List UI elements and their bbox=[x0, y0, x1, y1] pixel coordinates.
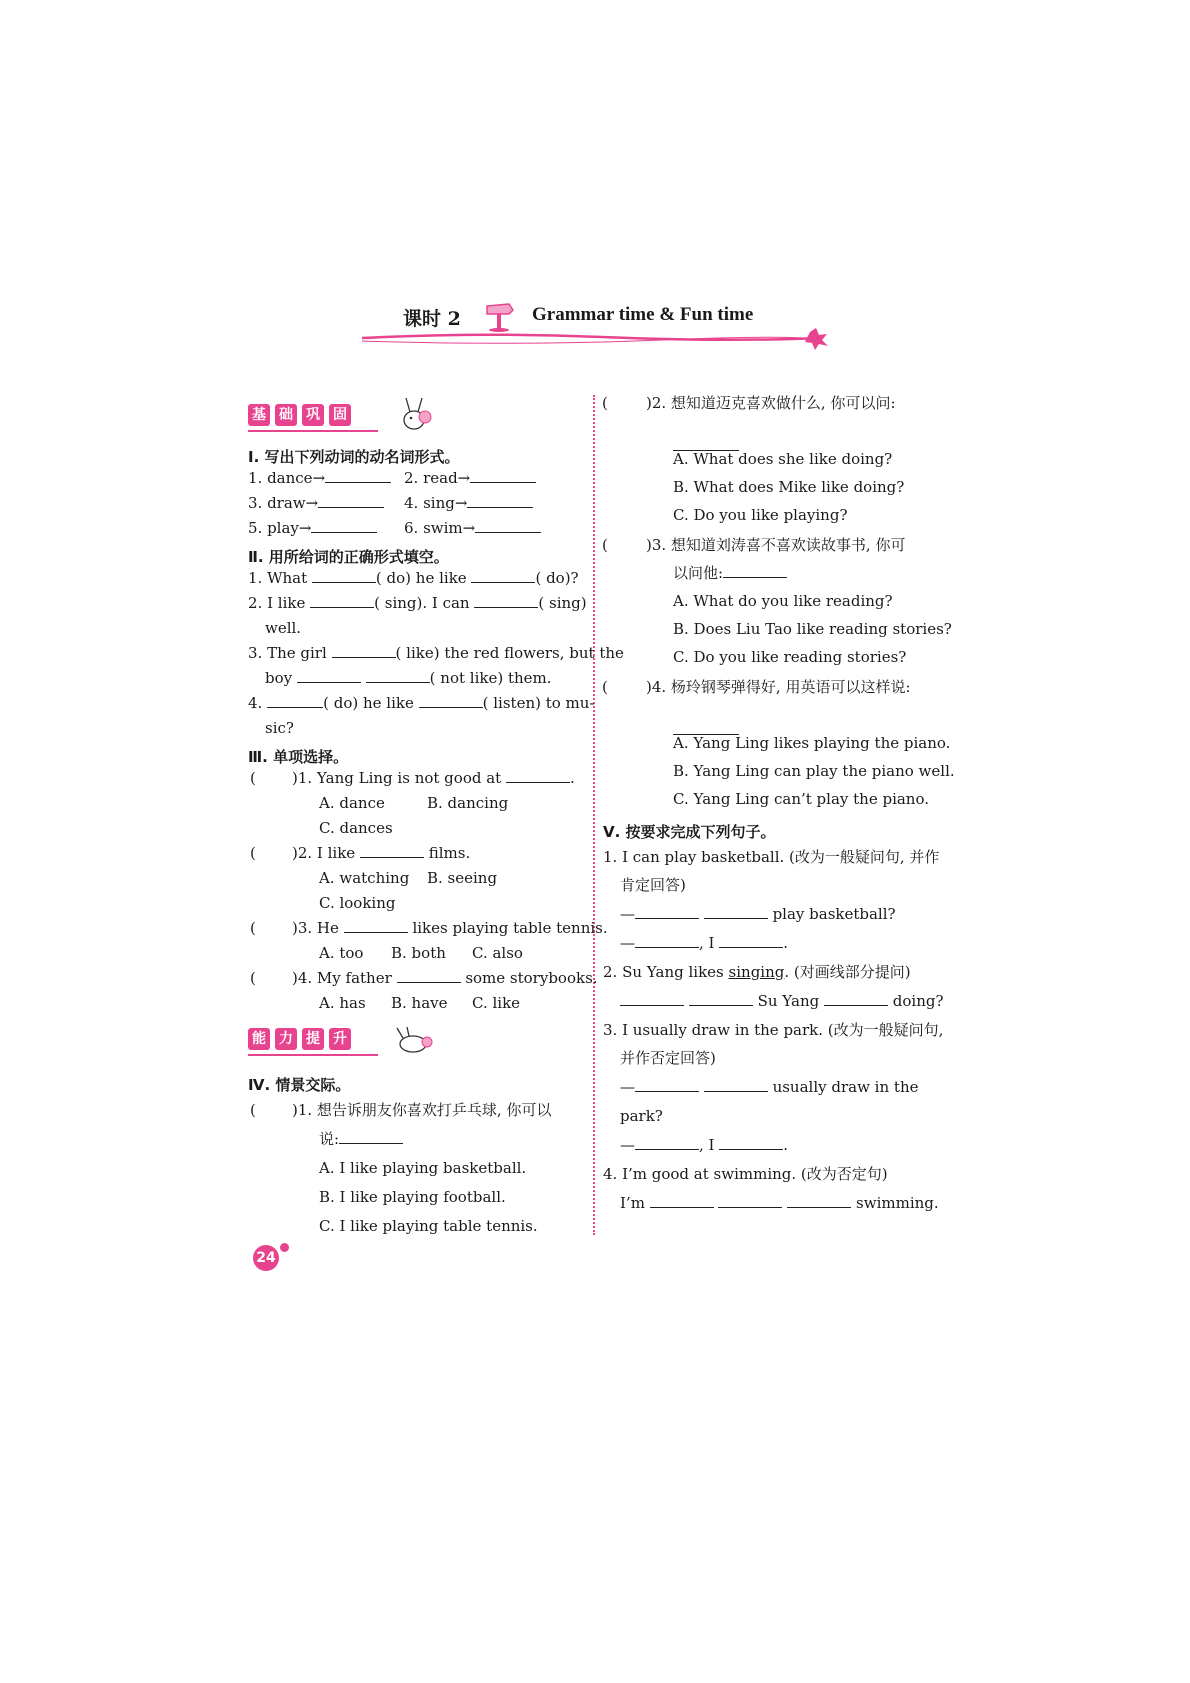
part2-heading: Ⅱ. 用所给词的正确形式填空。 bbox=[248, 548, 449, 566]
option: C. like bbox=[472, 994, 521, 1012]
option: C. looking bbox=[319, 894, 396, 912]
option: A. I like playing basketball. bbox=[319, 1159, 527, 1177]
part2-question: 3. The girl ( like) the red flowers, but the bbox=[248, 644, 624, 662]
option: B. Does Liu Tao like reading stories? bbox=[673, 620, 952, 638]
part1-item: 5. play→ bbox=[248, 521, 377, 536]
part5-question-cont: 肯定回答) bbox=[620, 876, 686, 894]
option: B. What does Mike like doing? bbox=[673, 478, 905, 496]
answer-bracket: ( bbox=[250, 769, 256, 787]
part2-question: 4. ( do) he like ( listen) to mu- bbox=[248, 694, 595, 712]
option: B. dancing bbox=[427, 794, 509, 812]
option: B. Yang Ling can play the piano well. bbox=[673, 762, 955, 780]
answer-bracket: ( bbox=[250, 919, 256, 937]
part4-question-cont: 说: bbox=[319, 1132, 403, 1147]
answer-bracket: ( bbox=[602, 394, 608, 412]
option: B. seeing bbox=[427, 869, 498, 887]
part5-question: 1. I can play basketball. (改为一般疑问句, 并作 bbox=[603, 848, 940, 866]
part4-question: )4. 杨玲钢琴弹得好, 用英语可以这样说: bbox=[646, 678, 911, 696]
option: B. I like playing football. bbox=[319, 1188, 506, 1206]
option: A. What do you like reading? bbox=[673, 592, 893, 610]
part5-question: 4. I’m good at swimming. (改为否定句) bbox=[603, 1165, 888, 1183]
title-ribbon-decoration bbox=[362, 328, 837, 350]
part1-item: 4. sing→ bbox=[404, 496, 533, 511]
part1-item: 6. swim→ bbox=[404, 521, 541, 536]
answer-bracket: ( bbox=[250, 969, 256, 987]
page-number: 24 bbox=[253, 1245, 279, 1271]
lesson-label: 课时 2 bbox=[403, 308, 461, 330]
option: A. too bbox=[319, 944, 364, 962]
part3-question: )2. I like films. bbox=[292, 844, 471, 862]
rabbit-mascot-icon bbox=[396, 396, 436, 434]
lesson-title: Grammar time & Fun time bbox=[532, 304, 754, 325]
part5-question: 2. Su Yang likes singing. (对画线部分提问) bbox=[603, 963, 911, 981]
part5-question-cont: 并作否定回答) bbox=[620, 1049, 716, 1067]
section-banner-ability: 能 力 提 升 bbox=[248, 1024, 438, 1058]
rabbit-mascot-icon bbox=[393, 1026, 437, 1056]
option: A. dance bbox=[319, 794, 385, 812]
part2-question: 1. What ( do) he like ( do)? bbox=[248, 569, 579, 587]
lesson-header bbox=[365, 300, 835, 350]
option: A. What does she like doing? bbox=[673, 450, 893, 468]
option: C. dances bbox=[319, 819, 393, 837]
answer-bracket: ( bbox=[250, 1101, 256, 1119]
part1-item: 1. dance→ bbox=[248, 471, 391, 486]
option: B. both bbox=[391, 944, 446, 962]
part5-heading: Ⅴ. 按要求完成下列句子。 bbox=[603, 823, 776, 841]
part3-question: )1. Yang Ling is not good at . bbox=[292, 769, 575, 787]
option: C. I like playing table tennis. bbox=[319, 1217, 538, 1235]
part4-heading: Ⅳ. 情景交际。 bbox=[248, 1076, 351, 1094]
option: A. has bbox=[319, 994, 366, 1012]
part5-question: 3. I usually draw in the park. (改为一般疑问句, bbox=[603, 1021, 944, 1039]
part4-question: )3. 想知道刘涛喜不喜欢读故事书, 你可 bbox=[646, 536, 906, 554]
part4-question: )1. 想告诉朋友你喜欢打乒乓球, 你可以 bbox=[292, 1101, 552, 1119]
page-dot-decoration bbox=[280, 1243, 289, 1252]
part3-question: )4. My father some storybooks. bbox=[292, 969, 598, 987]
answer-line: — , I . bbox=[620, 1136, 789, 1154]
option: C. Yang Ling can’t play the piano. bbox=[673, 790, 930, 808]
answer-bracket: ( bbox=[250, 844, 256, 862]
part2-question: 2. I like ( sing). I can ( sing) bbox=[248, 594, 587, 612]
option: A. Yang Ling likes playing the piano. bbox=[673, 734, 951, 752]
answer-line: Su Yang doing? bbox=[620, 994, 944, 1009]
part2-question-cont: well. bbox=[265, 619, 302, 637]
part3-heading: Ⅲ. 单项选择。 bbox=[248, 748, 349, 766]
part1-heading: Ⅰ. 写出下列动词的动名词形式。 bbox=[248, 448, 460, 466]
option: C. Do you like playing? bbox=[673, 506, 848, 524]
part4-question-cont: 以问他: bbox=[673, 566, 787, 581]
option: A. watching bbox=[319, 869, 410, 887]
option: B. have bbox=[391, 994, 448, 1012]
part3-question: )3. He likes playing table tennis. bbox=[292, 919, 608, 937]
answer-line: — play basketball? bbox=[620, 905, 896, 923]
part1-item: 2. read→ bbox=[404, 471, 536, 486]
section-banner-basic: 基 础 巩 固 bbox=[248, 400, 438, 434]
answer-line: park? bbox=[620, 1107, 663, 1125]
answer-bracket: ( bbox=[602, 536, 608, 554]
part4-question: )2. 想知道迈克喜欢做什么, 你可以问: bbox=[646, 394, 896, 412]
underlined-word: singing bbox=[728, 963, 785, 981]
answer-line: — , I . bbox=[620, 934, 789, 952]
option: C. also bbox=[472, 944, 523, 962]
option: C. Do you like reading stories? bbox=[673, 648, 907, 666]
part2-question-cont: sic? bbox=[265, 719, 294, 737]
part1-item: 3. draw→ bbox=[248, 496, 384, 511]
column-divider bbox=[593, 395, 595, 1235]
answer-line: I’m swimming. bbox=[620, 1194, 939, 1212]
answer-line: — usually draw in the bbox=[620, 1078, 919, 1096]
part2-question-cont: boy ( not like) them. bbox=[265, 669, 552, 687]
answer-bracket: ( bbox=[602, 678, 608, 696]
